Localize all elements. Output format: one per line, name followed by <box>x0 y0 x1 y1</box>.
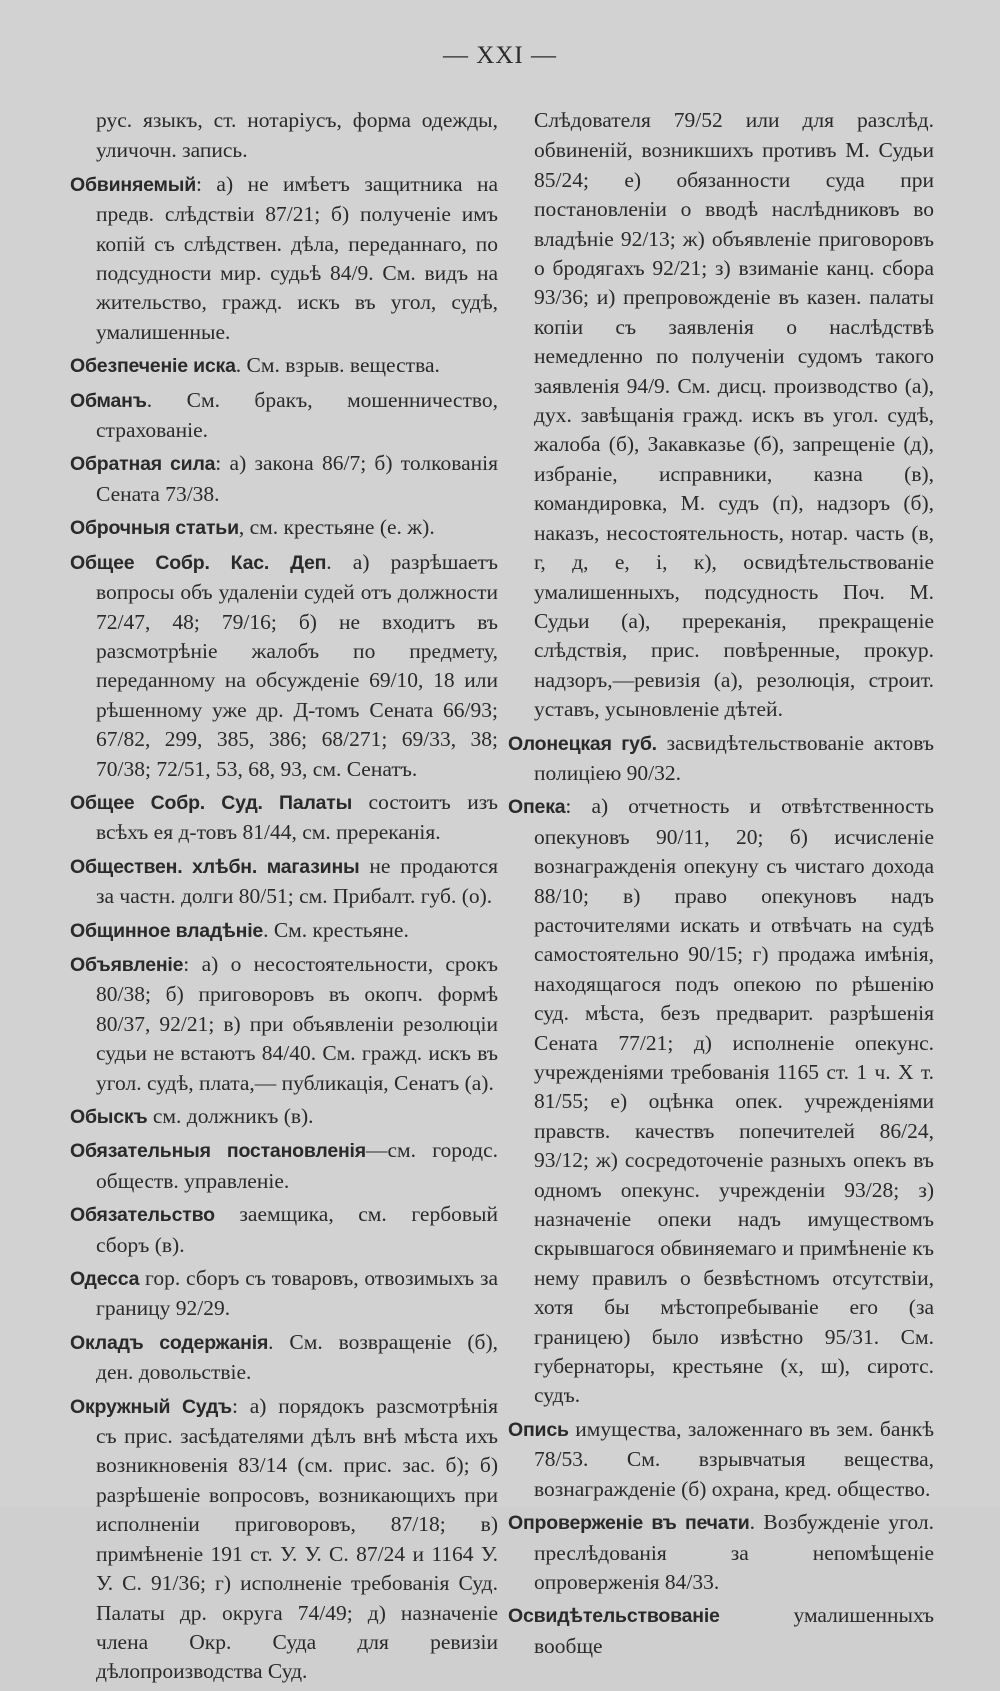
entry-text: рус. языкъ, ст. нотаріусъ, форма одежды, уличочн. запись. <box>96 108 498 163</box>
entry-text: : а) не имѣетъ защитника на предв. слѣдствіи 87/21; б) полученіе имъ копій съ слѣдствен. дѣла, переданнаго, по подсудности мир. судьѣ 84/9. См. видъ на жительство, гражд. искъ въ угол, судѣ, умалишенные. <box>96 171 498 344</box>
entry-heading: Общее Собр. Суд. Палаты <box>70 791 353 814</box>
entry-heading: Общинное владѣніе <box>70 919 264 942</box>
entry-text: см. должникъ (в). <box>147 1104 314 1128</box>
entry-heading: Обществен. хлѣбн. магазины <box>70 855 360 878</box>
entry-heading: Обыскъ <box>70 1106 148 1128</box>
entry-heading: Оброчныя статьи <box>70 517 239 540</box>
entry-heading: Общее Собр. Кас. Деп <box>70 551 327 574</box>
index-entry <box>70 513 498 543</box>
entry-heading: Обвиняемый <box>70 173 196 196</box>
index-entry <box>70 1136 498 1196</box>
index-entry <box>70 950 498 1098</box>
index-entry <box>70 106 498 166</box>
entry-heading: Освидѣтельствованіе <box>508 1605 720 1628</box>
entry-text: Слѣдователя 79/52 или для разслѣд. обвиненій, возникшихъ противъ М. Судьи 85/24; е) обязанности суда при постановленіи о вводѣ наслѣдниковъ во владѣніе 92/13; ж) объявленіе приговоровъ о бродягахъ 92/21; з) взиманіе канц. сбора 93/36; и) препровожденіе въ казен. палаты копіи съ заявленія о наслѣдствѣ немедленно по полученіи судомъ такого заявленія 94/9. См. дисц. производство (а), дух. завѣщанія гражд. искъ въ угол. судѣ, жалоба (б), Закавказье (б), запрещеніе (д), избраніе, исправники, казна (в), командировка, М. судъ (п), надзоръ (б), наказъ, несостоятельность, нотар. часть (в, г, д, е, і, к), освидѣтельствованіе умалишенныхъ, подсудность Поч. М. Судьи (а), пререканія, прекращеніе слѣдствія, прис. повѣренные, прокур. надзоръ,—ревизія (а), резолюція, строит. уставъ, усыновленіе дѣтей. <box>534 108 934 722</box>
index-entry <box>70 916 498 946</box>
entry-heading: Обманъ <box>70 389 147 412</box>
left-column <box>70 106 498 1691</box>
index-entry <box>70 1264 498 1324</box>
entry-heading: Обратная сила <box>70 453 216 476</box>
entry-heading: Одесса <box>70 1268 140 1291</box>
entry-heading: Опека <box>508 796 566 819</box>
index-entry <box>508 729 934 789</box>
index-entry <box>70 852 498 912</box>
index-entry <box>70 170 498 347</box>
entry-text: умалишенныхъ вообще <box>534 1603 934 1658</box>
entry-heading: Обезпеченіе иска <box>70 355 236 378</box>
entry-text: : а) отчетность и отвѣтственность опекуновъ 90/11, 20; б) исчисленіе вознагражденія опекуну съ чистаго дохода 88/10; в) право опекуновъ надъ расточителями искать и отвѣчать на судѣ самостоятельно 90/15; г) продажа имѣнія, находящагося подъ опекою по рѣшенію суд. мѣста, безъ предварит. разрѣшенія Сената 77/21; д) исполненіе опекунс. учрежденіями требованія 1165 ст. 1 ч. X т. 81/55; е) оцѣнка опек. учрежденіями правств. качествъ попечителей 86/24, 93/12; ж) сосредоточеніе разныхъ опекъ въ одномъ опекунс. учрежденіи 93/28; з) назначеніе опеки надъ имуществомъ скрывшагося обвиняемаго и примѣненіе къ нему правилъ о безвѣстномъ отсутствіи, хотя бы мѣстопребываніе его (за границею) было извѣстно 95/31. См. губернаторы, крестьяне (х, ш), сиротс. судъ. <box>534 794 934 1408</box>
index-entry <box>70 1200 498 1260</box>
index-entry <box>70 788 498 848</box>
entry-heading: Объявленіе <box>70 953 184 976</box>
index-entry <box>70 1328 498 1388</box>
index-entry <box>508 1508 934 1597</box>
entry-text: . См. бракъ, мошенничество, страхованіе. <box>96 387 498 443</box>
index-entry <box>70 386 498 446</box>
index-entry <box>70 449 498 509</box>
entry-text: : а) порядокъ разсмотрѣнія съ прис. засѣдателями дѣлъ внѣ мѣста ихъ возникновенія 83/14 (см. прис. зас. б); б) разрѣшеніе вопросовъ, возникающихъ при исполненіи приговоровъ, 87/18; в) примѣненіе 191 ст. У. У. С. 87/24 и 1164 У. У. С. 91/36; г) исполненіе требованія Суд. Палаты др. округа 74/49; д) назначеніе члена Окр. Суда для ревизіи дѣлопроизводства Суд. <box>96 1393 498 1684</box>
entry-text: —см. городс. обществ. управленіе. <box>96 1138 498 1193</box>
right-column <box>508 106 934 1665</box>
page-number: — XXI — <box>443 42 557 69</box>
entry-text: : а) о несостоятельности, срокъ 80/38; б) приговоровъ въ окопч. формѣ 80/37, 92/21; в) при объявленіи резолюціи судьи не встаютъ 84/40. См. гражд. искъ въ угол. судѣ, плата,— публикація, Сенатъ (а). <box>96 951 498 1095</box>
entry-text: : а) закона 86/7; б) толкованія Сената 73/38. <box>96 451 498 506</box>
entry-text: гор. сборъ съ товаровъ, отвозимыхъ за границу 92/29. <box>96 1266 498 1321</box>
entry-text: имущества, заложеннаго въ зем. банкѣ 78/53. См. взрывчатыя вещества, вознагражденіе (б) охрана, кред. общество. <box>534 1416 934 1501</box>
entry-heading: Обязательныя постановленія <box>70 1140 366 1163</box>
index-entry <box>70 1102 498 1132</box>
entry-heading: Окладъ содержанія <box>70 1331 269 1354</box>
entry-text: . а) разрѣшаетъ вопросы объ удаленіи судей отъ должности 72/47, 48; 79/16; б) не входитъ въ разсмотрѣніе жалобъ по предмету, переданному на обсужденіе 69/10, 18 или рѣшенному уже др. Д-томъ Сената 66/93; 67/82, 299, 385, 386; 68/271; 69/33, 38; 70/38; 72/51, 53, 68, 93, см. Сенатъ. <box>96 549 498 781</box>
entry-text: . Возбужденіе угол. преслѣдованія за непомѣщеніе опроверженія 84/33. <box>534 1510 934 1594</box>
entry-text: засвидѣтельствованіе актовъ полиціею 90/32. <box>534 730 935 785</box>
entry-text: не продаются за частн. долги 80/51; см. Прибалт. губ. (о). <box>96 853 498 909</box>
index-entry <box>508 792 934 1411</box>
index-entry <box>508 1415 934 1504</box>
entry-text: заемщика, см. гербовый сборъ (в). <box>96 1202 498 1257</box>
entry-text: . См. возвращеніе (б), ден. довольствіе. <box>96 1329 498 1385</box>
entry-heading: Олонецкая губ. <box>508 732 657 755</box>
entry-heading: Опроверженіе въ печати <box>508 1512 750 1535</box>
entry-text: , см. крестьяне (е. ж). <box>238 515 435 540</box>
entry-heading: Окружный Судъ <box>70 1395 232 1418</box>
entry-text: состоитъ изъ всѣхъ ея д-товъ 81/44, см. пререканія. <box>96 789 498 845</box>
index-entry <box>508 1601 934 1661</box>
index-entry <box>70 351 498 381</box>
entry-text: . См. крестьяне. <box>263 917 409 942</box>
index-entry <box>508 106 934 725</box>
entry-text: . См. взрыв. вещества. <box>235 353 440 378</box>
index-entry <box>70 548 498 784</box>
entry-heading: Опись <box>508 1418 569 1441</box>
entry-heading: Обязательство <box>70 1204 215 1227</box>
index-entry <box>70 1392 498 1687</box>
